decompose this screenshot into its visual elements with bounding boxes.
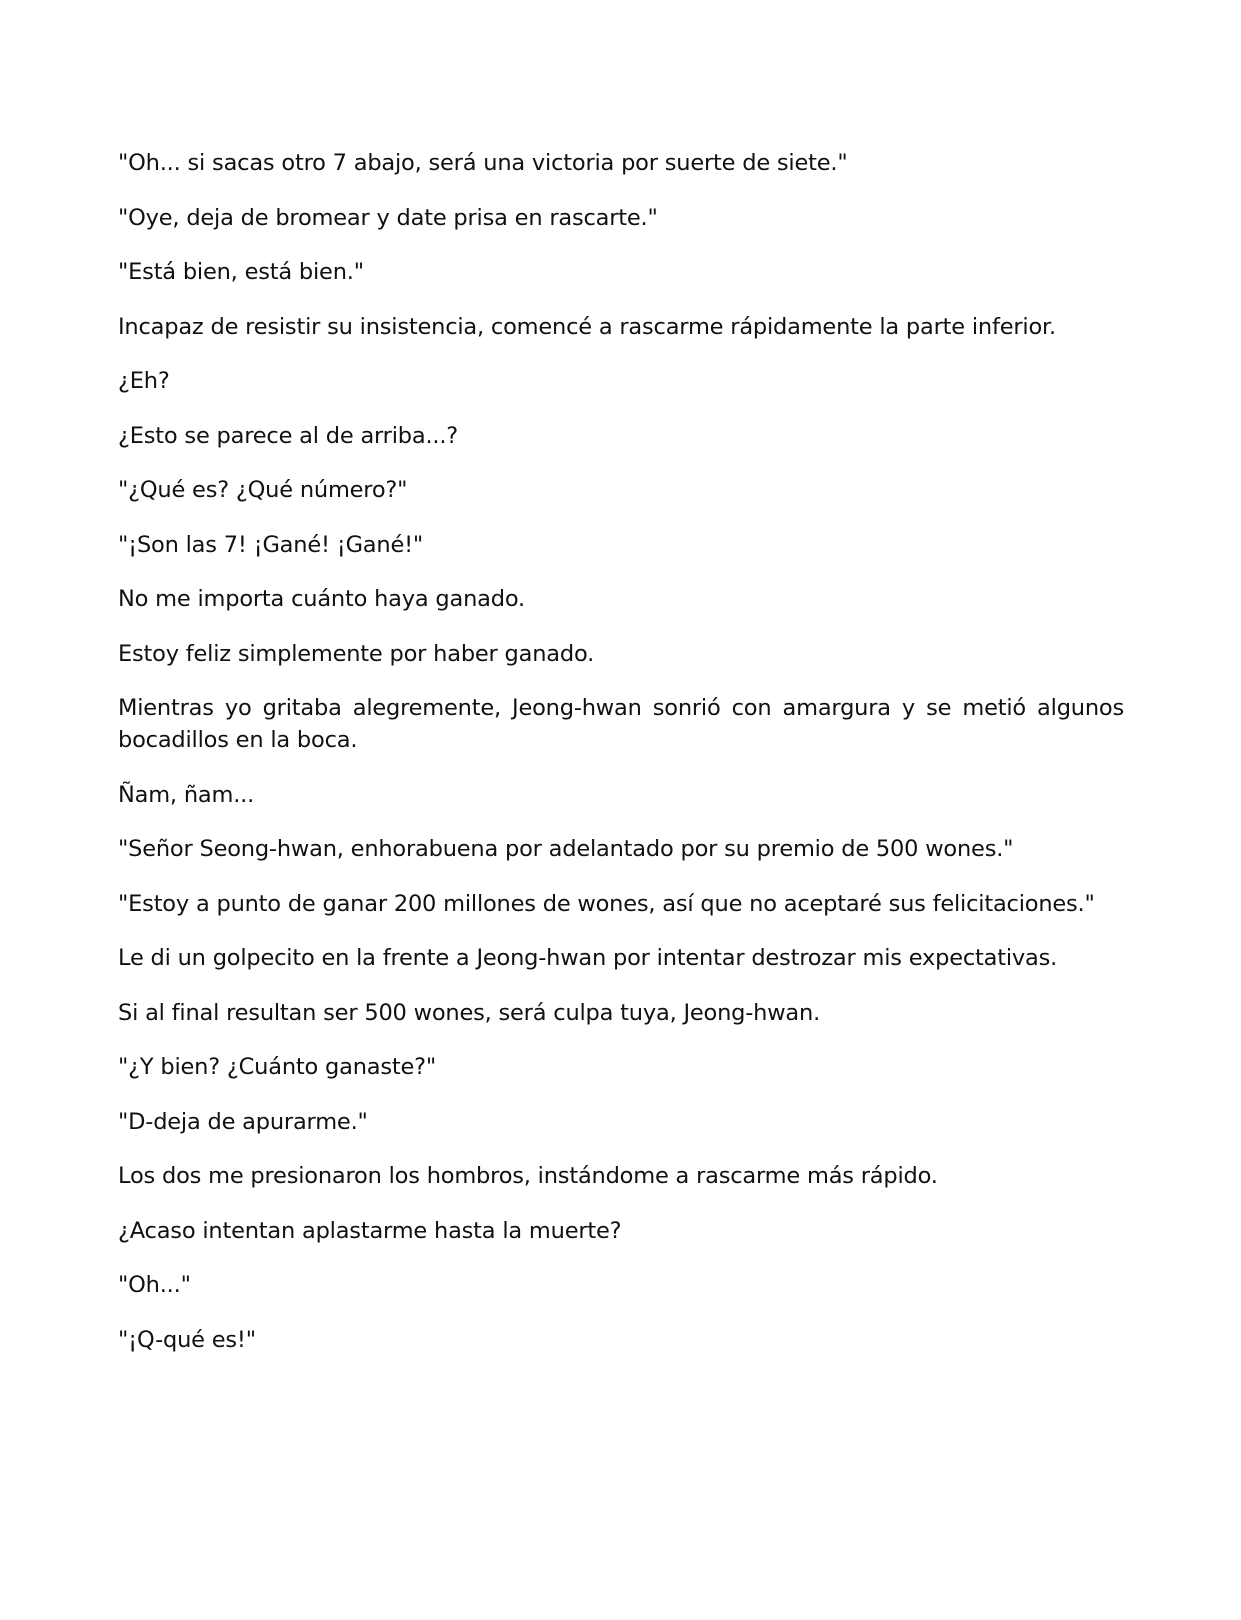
- paragraph: "Oh... si sacas otro 7 abajo, será una victoria por suerte de siete.": [118, 150, 848, 176]
- paragraph: Los dos me presionaron los hombros, instándome a rascarme más rápido.: [118, 1163, 938, 1189]
- paragraph: Estoy feliz simplemente por haber ganado.: [118, 640, 595, 667]
- paragraph: ¿Eh?: [118, 368, 170, 394]
- paragraph: "¿Y bien? ¿Cuánto ganaste?": [118, 1054, 437, 1080]
- paragraph: ¿Acaso intentan aplastarme hasta la muerte?: [118, 1217, 622, 1244]
- paragraph: "Señor Seong-hwan, enhorabuena por adelantado por su premio de 500 wones.": [118, 836, 1014, 862]
- paragraph: "Estoy a punto de ganar 200 millones de wones, así que no aceptaré sus felicitaciones.": [118, 890, 1095, 917]
- paragraph: "¡Son las 7! ¡Gané! ¡Gané!": [118, 531, 424, 558]
- paragraph: Le di un golpecito en la frente a Jeong-hwan por intentar destrozar mis expectativas.: [118, 945, 1058, 971]
- paragraph: Mientras yo gritaba alegremente, Jeong-hwan sonrió con amargura y se metió algunos bocadillos en la boca.: [118, 695, 1124, 753]
- paragraph: No me importa cuánto haya ganado.: [118, 586, 525, 612]
- paragraph: Ñam, ñam...: [118, 781, 255, 808]
- document-body: [118, 147, 1124, 1378]
- paragraph: Incapaz de resistir su insistencia, comencé a rascarme rápidamente la parte inferior.: [118, 313, 1056, 340]
- paragraph: "¡Q-qué es!": [118, 1326, 256, 1353]
- paragraph: "¿Qué es? ¿Qué número?": [118, 477, 408, 503]
- paragraph: "Oye, deja de bromear y date prisa en rascarte.": [118, 204, 658, 231]
- paragraph: Si al final resultan ser 500 wones, será culpa tuya, Jeong-hwan.: [118, 999, 821, 1026]
- paragraph: "Está bien, está bien.": [118, 259, 364, 285]
- paragraph: "Oh...": [118, 1272, 191, 1298]
- paragraph: ¿Esto se parece al de arriba...?: [118, 422, 459, 449]
- paragraph: "D-deja de apurarme.": [118, 1108, 368, 1135]
